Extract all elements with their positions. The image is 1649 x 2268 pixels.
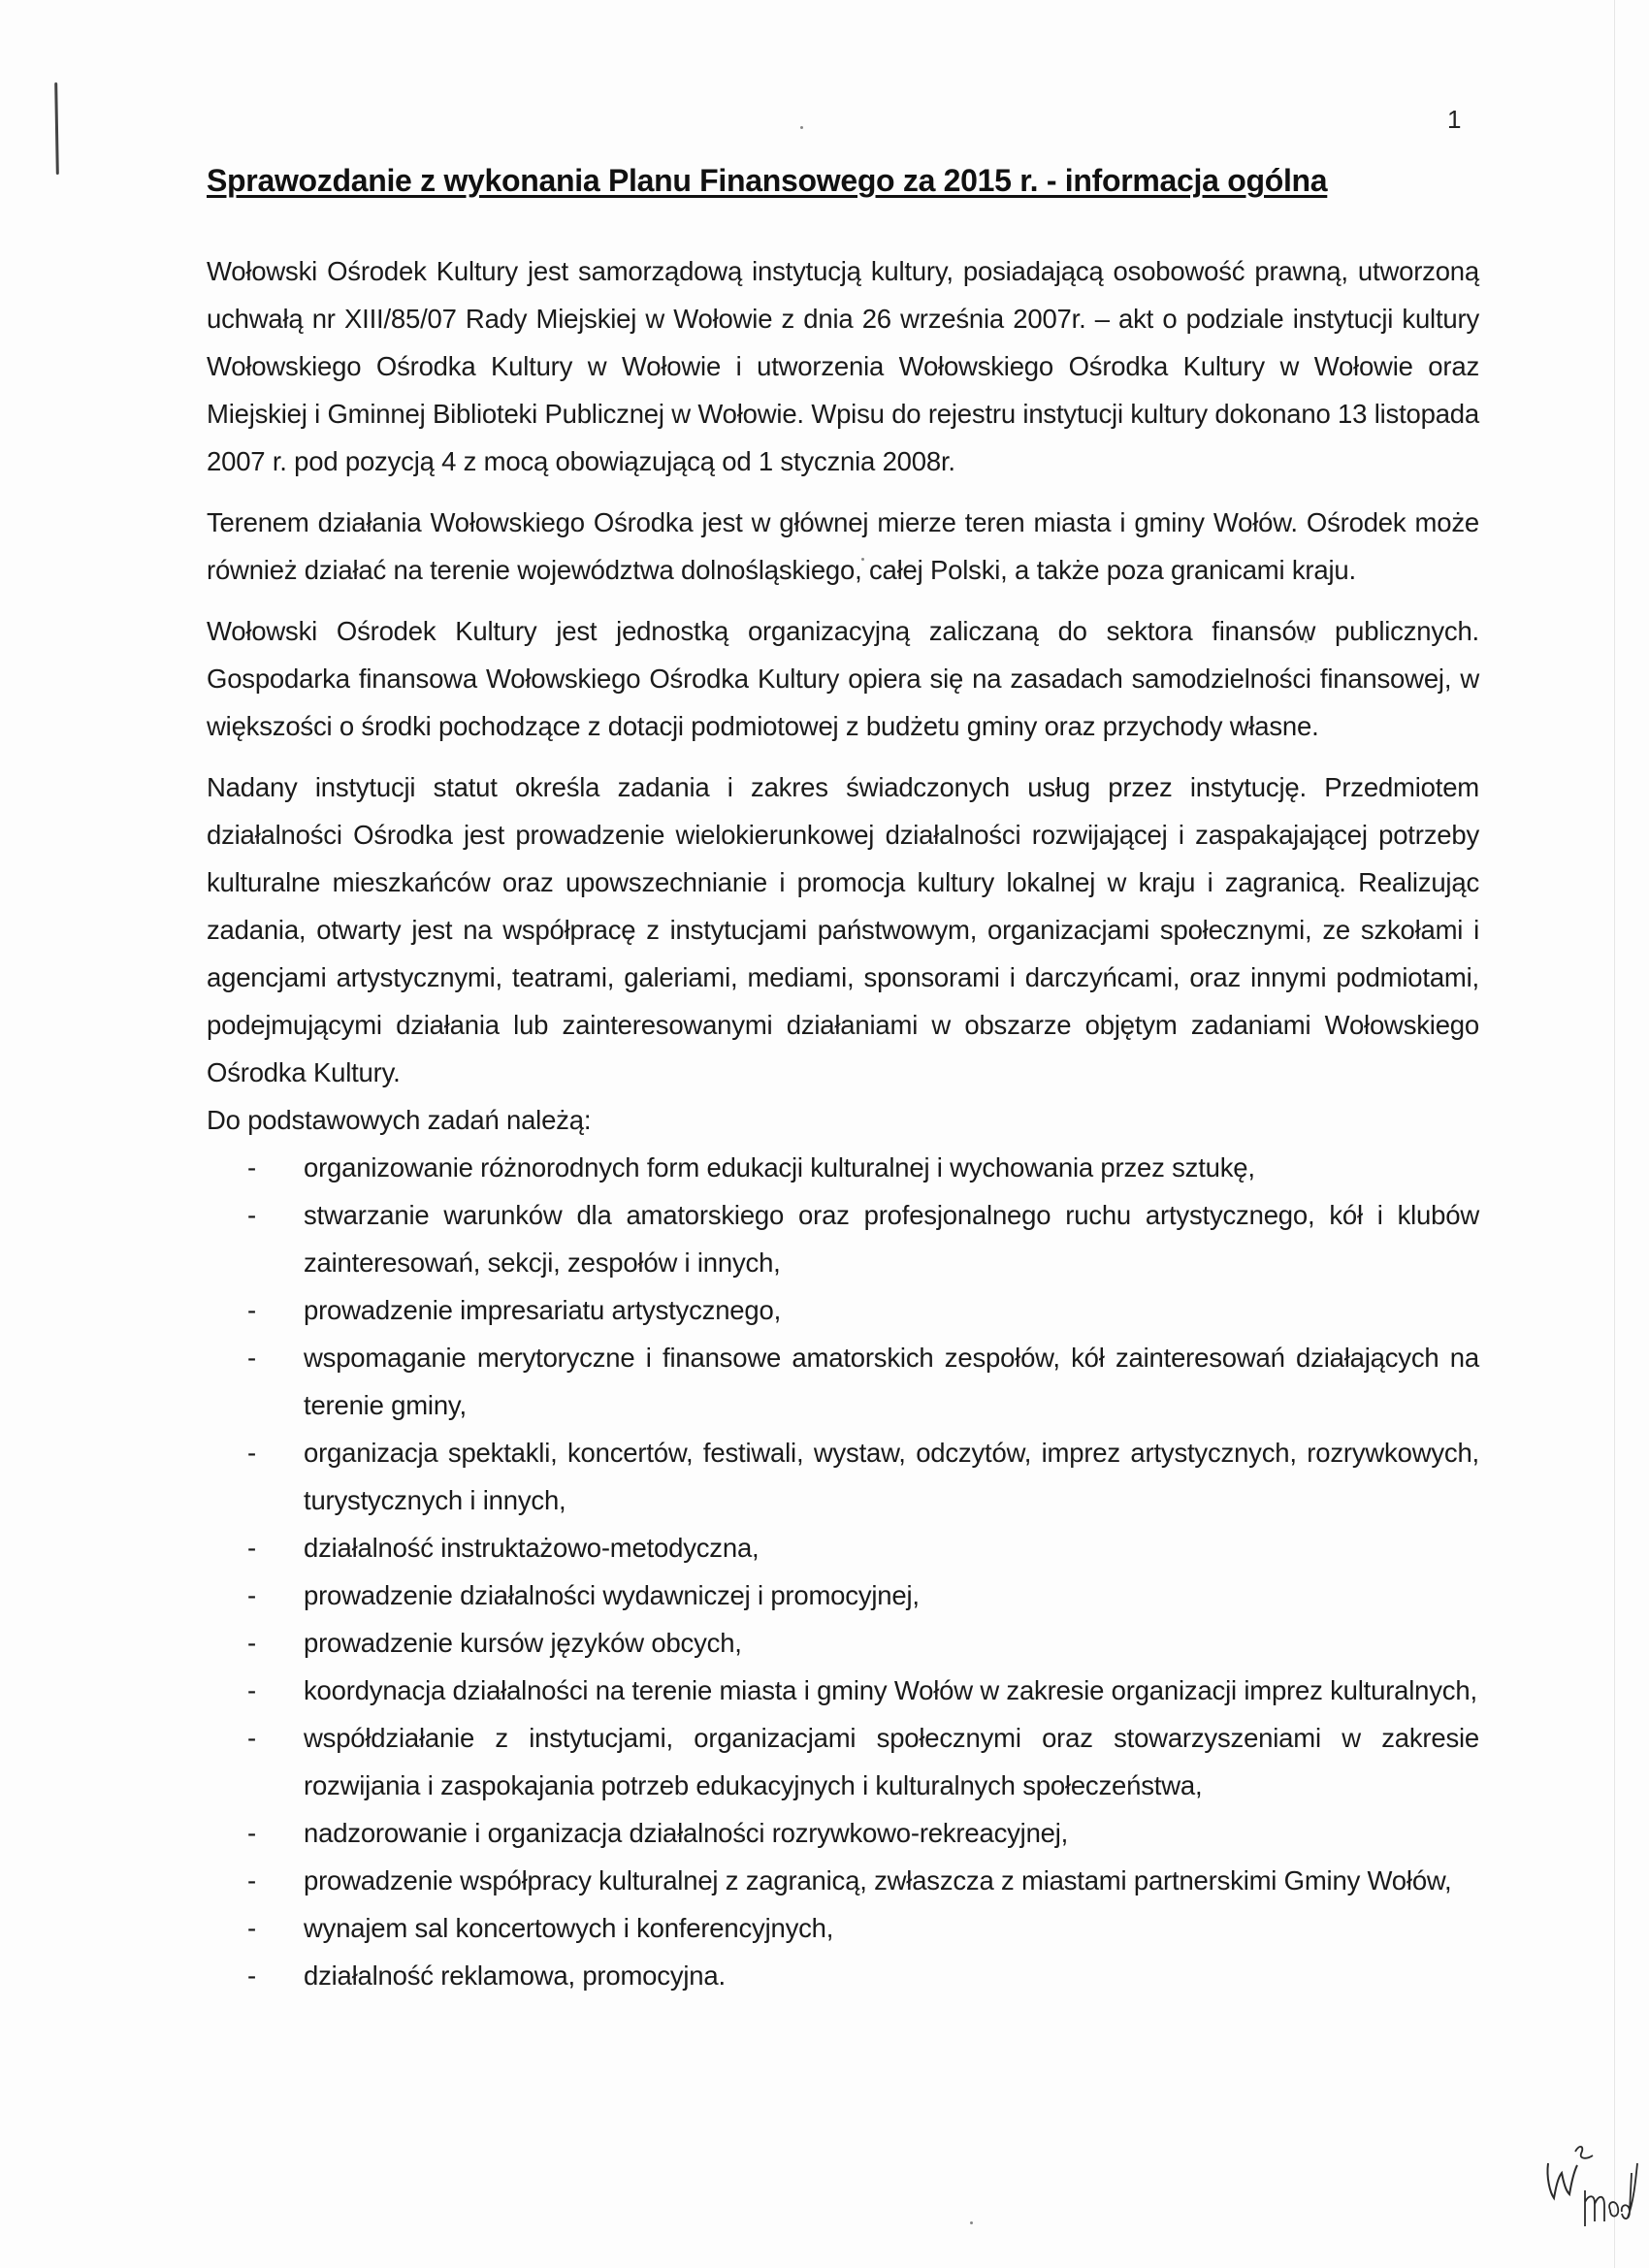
document-body [207,247,1479,1999]
task-item: - nadzorowanie i organizacja działalności rozrywkowo-rekreacyjnej, [207,1809,1479,1857]
document-title: Sprawozdanie z wykonania Planu Finansowego za 2015 r. - informacja ogólna [207,163,1328,198]
list-dash-icon: - [247,1200,256,1230]
task-item: - prowadzenie współpracy kulturalnej z zagranicą, zwłaszcza z miastami partnerskimi Gminy Wołów, [207,1857,1479,1904]
task-item: - stwarzanie warunków dla amatorskiego oraz profesjonalnego ruchu artystycznego, kół i klubów zainteresowań, sekcji, zespołów i innych, [207,1191,1479,1286]
tasks-list-intro: Do podstawowych zadań należą: [207,1105,592,1135]
task-item: - współdziałanie z instytucjami, organizacjami społecznymi oraz stowarzyszeniami w zakresie rozwijania i zaspokajania potrzeb edukacyjnych i kulturalnych społeczeństwa, [207,1714,1479,1809]
task-item: - koordynacja działalności na terenie miasta i gminy Wołów w zakresie organizacji imprez kulturalnych, [207,1667,1479,1714]
paragraph-finances: Wołowski Ośrodek Kultury jest jednostką organizacyjną zaliczaną do sektora finansów publicznych. Gospodarka finansowa Wołowskiego Ośrodka Kultury opiera się na zasadach samodzielności finansowej, w większości o środki pochodzące z dotacji podmiotowej z budżetu gminy oraz przychody własne. [207,616,1479,741]
task-item: - prowadzenie kursów języków obcych, [207,1619,1479,1667]
list-dash-icon: - [247,1723,256,1753]
list-dash-icon: - [247,1865,256,1895]
list-dash-icon: - [247,1913,256,1943]
list-dash-icon: - [247,1628,256,1658]
task-item: - wspomaganie merytoryczne i finansowe amatorskich zespołów, kół zainteresowań działających na terenie gminy, [207,1334,1479,1429]
scan-edge-line [1614,0,1615,2268]
task-item: - organizowanie różnorodnych form edukacji kulturalnej i wychowania przez sztukę, [207,1144,1479,1191]
paragraph-area-of-activity: Terenem działania Wołowskiego Ośrodka jest w głównej mierze teren miasta i gminy Wołów. Ośrodek może również działać na terenie województwa dolnośląskiego, całej Polski, a także poza granicami kraju. [207,507,1479,585]
list-dash-icon: - [247,1818,256,1848]
paragraph-legal-status: Wołowski Ośrodek Kultury jest samorządową instytucją kultury, posiadającą osobowość prawną, utworzoną uchwałą nr XIII/85/07 Rady Miejskiej w Wołowie z dnia 26 września 2007r. – akt o podziale instytucji kultury Wołowskiego Ośrodka Kultury w Wołowie i utworzenia Wołowskiego Ośrodka Kultury w Wołowie oraz Miejskiej i Gminnej Biblioteki Publicznej w Wołowie. Wpisu do rejestru instytucji kultury dokonano 13 listopada 2007 r. pod pozycją 4 z mocą obowiązującą od 1 stycznia 2008r. [207,256,1479,476]
list-dash-icon: - [247,1675,256,1705]
list-dash-icon: - [247,1343,256,1373]
tasks-list [207,1144,1479,1999]
task-item: - organizacja spektakli, koncertów, festiwali, wystaw, odczytów, imprez artystycznych, rozrywkowych, turystycznych i innych, [207,1429,1479,1524]
scan-speck [800,126,803,129]
paragraph-statute: Nadany instytucji statut określa zadania i zakres świadczonych usług przez instytucję. Przedmiotem działalności Ośrodka jest prowadzenie wielokierunkowej działalności rozwijającej i zaspakajającej potrzeby kulturalne mieszkańców oraz upowszechnianie i promocja kultury lokalnej w kraju i zagranicą. Realizując zadania, otwarty jest na współpracę z instytucjami państwowym, organizacjami społecznymi, ze szkołami i agencjami artystycznymi, teatrami, galeriami, mediami, sponsorami i darczyńcami, oraz innymi podmiotami, podejmującymi działania lub zainteresowanymi działaniami w obszarze objętym zadaniami Wołowskiego Ośrodka Kultury. [207,772,1479,1087]
list-dash-icon: - [247,1295,256,1325]
staple-mark-icon [54,82,59,175]
scan-speck [970,2221,973,2224]
task-item: - prowadzenie działalności wydawniczej i promocyjnej, [207,1571,1479,1619]
task-item: - działalność instruktażowo-metodyczna, [207,1524,1479,1571]
list-dash-icon: - [247,1152,256,1183]
task-item: - działalność reklamowa, promocyjna. [207,1952,1479,1999]
task-item: - wynajem sal koncertowych i konferencyjnych, [207,1904,1479,1952]
list-dash-icon: - [247,1960,256,1991]
list-dash-icon: - [247,1533,256,1563]
list-dash-icon: - [247,1438,256,1468]
list-dash-icon: - [247,1580,256,1610]
page-number: 1 [1447,105,1462,134]
handwritten-signature-icon [1542,2134,1639,2231]
task-item: - prowadzenie impresariatu artystycznego, [207,1286,1479,1334]
